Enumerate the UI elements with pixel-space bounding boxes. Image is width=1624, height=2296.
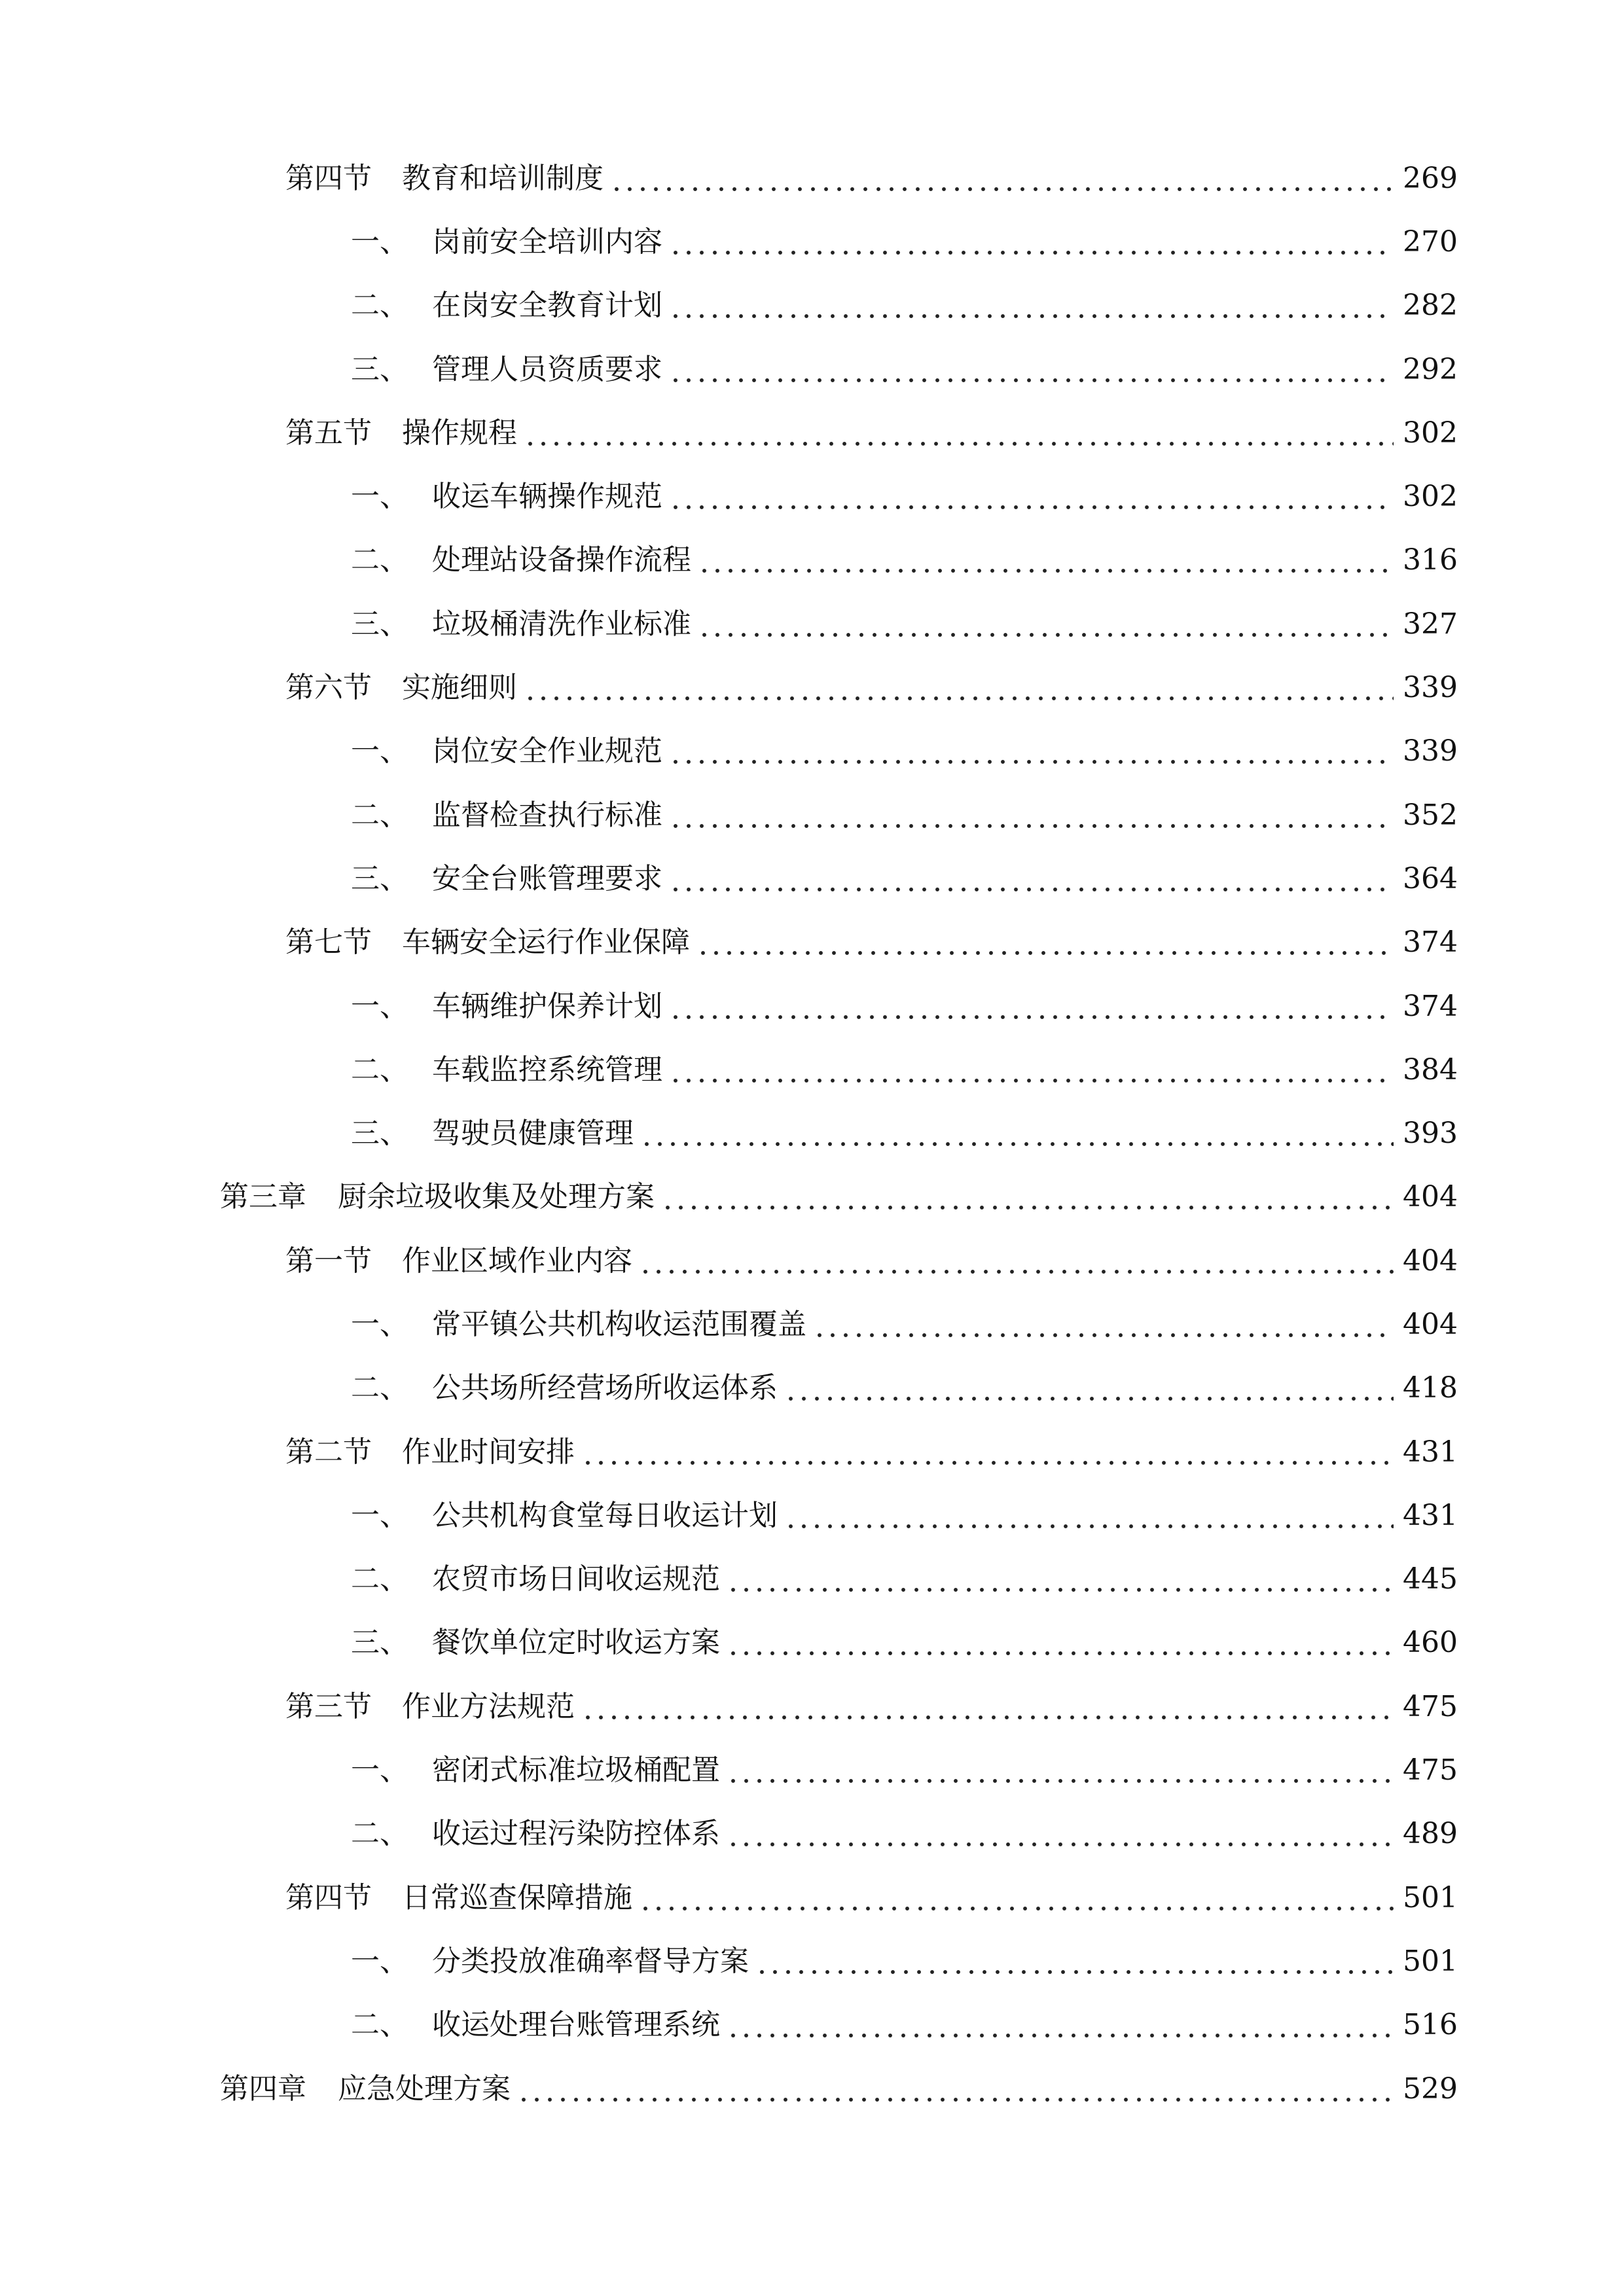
toc-entry-page-number: 339 (1403, 734, 1458, 768)
toc-entry-page-number: 282 (1403, 289, 1458, 323)
toc-entry[interactable] (0, 1420, 1624, 1484)
toc-entry-title: 在岗安全教育计划 (432, 289, 662, 323)
toc-entry-page-number: 292 (1403, 352, 1458, 386)
toc-entry[interactable] (0, 1929, 1624, 1993)
toc-entry[interactable] (0, 1229, 1624, 1293)
toc-entry-title: 车载监控系统管理 (432, 1052, 662, 1086)
toc-entry[interactable] (0, 656, 1624, 719)
toc-entry-page-number: 431 (1403, 1435, 1458, 1469)
toc-entry-title: 收运处理台账管理系统 (432, 2008, 720, 2042)
toc-entry-number: 一、 (351, 1498, 408, 1532)
toc-dot-leader (639, 1884, 1394, 1912)
toc-entry-title: 收运车辆操作规范 (432, 480, 662, 514)
toc-entry-number: 一、 (351, 1753, 408, 1787)
toc-entry-page-number: 393 (1403, 1117, 1458, 1151)
toc-entry-page-number: 445 (1403, 1562, 1458, 1596)
toc-entry-title: 驾驶员健康管理 (432, 1117, 634, 1151)
toc-dot-leader (669, 992, 1394, 1021)
toc-entry-page-number: 404 (1403, 1244, 1458, 1278)
toc-dot-leader (755, 1947, 1394, 1976)
toc-entry[interactable] (0, 592, 1624, 656)
toc-entry[interactable] (0, 401, 1624, 465)
toc-entry-title: 安全台账管理要求 (432, 861, 662, 895)
toc-dot-leader (640, 1119, 1394, 1148)
toc-entry-page-number: 316 (1403, 543, 1458, 577)
toc-entry-page-number: 489 (1403, 1817, 1458, 1851)
toc-entry-title: 餐饮单位定时收运方案 (432, 1626, 720, 1660)
toc-entry-title: 车辆安全运行作业保障 (402, 925, 690, 960)
toc-entry-number: 三、 (351, 1117, 408, 1151)
toc-entry-page-number: 384 (1403, 1052, 1458, 1086)
toc-entry-number: 二、 (351, 1817, 408, 1851)
toc-entry-page-number: 516 (1403, 2008, 1458, 2042)
toc-dot-leader (669, 737, 1394, 766)
toc-entry[interactable] (0, 720, 1624, 783)
toc-entry-title: 作业区域作业内容 (402, 1244, 632, 1278)
toc-dot-leader (698, 546, 1394, 575)
toc-entry-title: 车辆维护保养计划 (432, 989, 662, 1023)
toc-entry-number: 第二节 (285, 1435, 372, 1469)
toc-entry-number: 三、 (351, 861, 408, 895)
toc-entry-page-number: 302 (1403, 416, 1458, 450)
toc-dot-leader (727, 1628, 1394, 1657)
toc-entry-page-number: 364 (1403, 861, 1458, 895)
toc-entry-page-number: 431 (1403, 1498, 1458, 1532)
toc-entry-title: 岗前安全培训内容 (432, 224, 662, 259)
toc-dot-leader (517, 2075, 1394, 2104)
toc-entry-page-number: 404 (1403, 1307, 1458, 1341)
toc-entry-title: 垃圾桶清洗作业标准 (432, 607, 691, 641)
toc-entry-title: 公共机构食堂每日收运计划 (432, 1498, 778, 1532)
toc-entry-title: 作业方法规范 (402, 1689, 575, 1723)
toc-entry-number: 第五节 (285, 416, 372, 450)
toc-entry[interactable] (0, 147, 1624, 210)
toc-entry-number: 第三节 (285, 1689, 372, 1723)
toc-entry[interactable] (0, 1994, 1624, 2057)
toc-entry[interactable] (0, 465, 1624, 528)
toc-dot-leader (610, 164, 1394, 193)
toc-entry-number: 二、 (351, 543, 408, 577)
toc-entry-number: 三、 (351, 352, 408, 386)
table-of-contents (0, 147, 1624, 2121)
toc-entry[interactable] (0, 274, 1624, 338)
toc-entry-page-number: 302 (1403, 480, 1458, 514)
toc-dot-leader (669, 228, 1394, 257)
toc-entry-number: 一、 (351, 734, 408, 768)
toc-entry[interactable] (0, 338, 1624, 401)
toc-entry-number: 第一节 (285, 1244, 372, 1278)
toc-dot-leader (727, 1820, 1394, 1848)
toc-entry-number: 第六节 (285, 671, 372, 705)
toc-dot-leader (727, 1756, 1394, 1785)
toc-dot-leader (581, 1693, 1394, 1721)
toc-dot-leader (784, 1501, 1394, 1530)
toc-entry[interactable] (0, 1738, 1624, 1802)
toc-entry-number: 二、 (351, 798, 408, 832)
toc-entry-title: 操作规程 (402, 416, 517, 450)
toc-dot-leader (698, 610, 1394, 639)
toc-entry-number: 第四节 (285, 1880, 372, 1914)
toc-entry-title: 教育和培训制度 (402, 161, 604, 195)
toc-entry-page-number: 475 (1403, 1689, 1458, 1723)
toc-dot-leader (524, 673, 1394, 702)
toc-entry-number: 三、 (351, 1626, 408, 1660)
toc-dot-leader (639, 1247, 1394, 1276)
toc-entry[interactable] (0, 1675, 1624, 1738)
toc-entry[interactable] (0, 1803, 1624, 1866)
toc-dot-leader (524, 419, 1394, 448)
toc-entry[interactable] (0, 529, 1624, 592)
toc-entry-title: 管理人员资质要求 (432, 352, 662, 386)
toc-entry[interactable] (0, 1548, 1624, 1611)
toc-entry-page-number: 327 (1403, 607, 1458, 641)
toc-dot-leader (784, 1374, 1394, 1403)
toc-entry-number: 二、 (351, 1052, 408, 1086)
toc-entry[interactable] (0, 783, 1624, 847)
toc-entry-title: 农贸市场日间收运规范 (432, 1562, 720, 1596)
toc-entry-number: 二、 (351, 289, 408, 323)
toc-entry-title: 应急处理方案 (338, 2072, 511, 2106)
toc-entry-number: 一、 (351, 224, 408, 259)
toc-dot-leader (727, 2011, 1394, 2039)
toc-entry-title: 收运过程污染防控体系 (432, 1817, 720, 1851)
toc-entry[interactable] (0, 1484, 1624, 1547)
toc-dot-leader (813, 1310, 1394, 1339)
toc-dot-leader (581, 1438, 1394, 1467)
toc-entry-number: 三、 (351, 607, 408, 641)
toc-entry-number: 第四章 (220, 2072, 306, 2106)
toc-entry-page-number: 404 (1403, 1180, 1458, 1214)
toc-entry-number: 二、 (351, 2008, 408, 2042)
toc-entry-title: 日常巡查保障措施 (402, 1880, 632, 1914)
toc-dot-leader (669, 801, 1394, 830)
toc-entry[interactable] (0, 975, 1624, 1038)
toc-entry[interactable] (0, 210, 1624, 274)
toc-entry-title: 密闭式标准垃圾桶配置 (432, 1753, 720, 1787)
toc-entry-number: 二、 (351, 1371, 408, 1405)
toc-dot-leader (727, 1565, 1394, 1594)
toc-entry-number: 第四节 (285, 161, 372, 195)
toc-entry-page-number: 374 (1403, 989, 1458, 1023)
toc-entry[interactable] (0, 847, 1624, 910)
toc-entry[interactable] (0, 1611, 1624, 1675)
toc-dot-leader (669, 865, 1394, 893)
toc-entry-page-number: 501 (1403, 1944, 1458, 1978)
toc-entry[interactable] (0, 1102, 1624, 1165)
toc-entry[interactable] (0, 1357, 1624, 1420)
toc-entry-number: 二、 (351, 1562, 408, 1596)
toc-entry-number: 一、 (351, 1944, 408, 1978)
toc-entry-title: 公共场所经营场所收运体系 (432, 1371, 778, 1405)
toc-entry-title: 常平镇公共机构收运范围覆盖 (432, 1307, 806, 1341)
toc-entry-page-number: 501 (1403, 1880, 1458, 1914)
toc-entry[interactable] (0, 1293, 1624, 1356)
toc-entry[interactable] (0, 2057, 1624, 2121)
toc-entry-title: 作业时间安排 (402, 1435, 575, 1469)
toc-entry-page-number: 339 (1403, 671, 1458, 705)
toc-dot-leader (696, 928, 1394, 957)
toc-entry-number: 一、 (351, 1307, 408, 1341)
toc-dot-leader (661, 1183, 1394, 1211)
toc-entry[interactable] (0, 1166, 1624, 1229)
toc-dot-leader (669, 1056, 1394, 1085)
toc-entry[interactable] (0, 1866, 1624, 1929)
toc-entry-title: 分类投放准确率督导方案 (432, 1944, 749, 1978)
toc-dot-leader (669, 355, 1394, 384)
toc-entry-page-number: 529 (1403, 2072, 1458, 2106)
toc-entry-title: 岗位安全作业规范 (432, 734, 662, 768)
toc-dot-leader (669, 482, 1394, 511)
toc-entry[interactable] (0, 1038, 1624, 1102)
toc-entry-number: 第七节 (285, 925, 372, 960)
toc-entry-page-number: 352 (1403, 798, 1458, 832)
toc-entry-number: 一、 (351, 480, 408, 514)
toc-entry-page-number: 374 (1403, 925, 1458, 960)
toc-entry-number: 一、 (351, 989, 408, 1023)
toc-entry-number: 第三章 (220, 1180, 306, 1214)
toc-entry[interactable] (0, 911, 1624, 975)
toc-entry-title: 处理站设备操作流程 (432, 543, 691, 577)
toc-entry-title: 监督检查执行标准 (432, 798, 662, 832)
toc-entry-page-number: 475 (1403, 1753, 1458, 1787)
toc-entry-title: 实施细则 (402, 671, 517, 705)
toc-entry-page-number: 460 (1403, 1626, 1458, 1660)
toc-entry-page-number: 418 (1403, 1371, 1458, 1405)
toc-entry-page-number: 269 (1403, 161, 1458, 195)
toc-dot-leader (669, 291, 1394, 320)
toc-entry-page-number: 270 (1403, 224, 1458, 259)
toc-entry-title: 厨余垃圾收集及处理方案 (338, 1180, 655, 1214)
